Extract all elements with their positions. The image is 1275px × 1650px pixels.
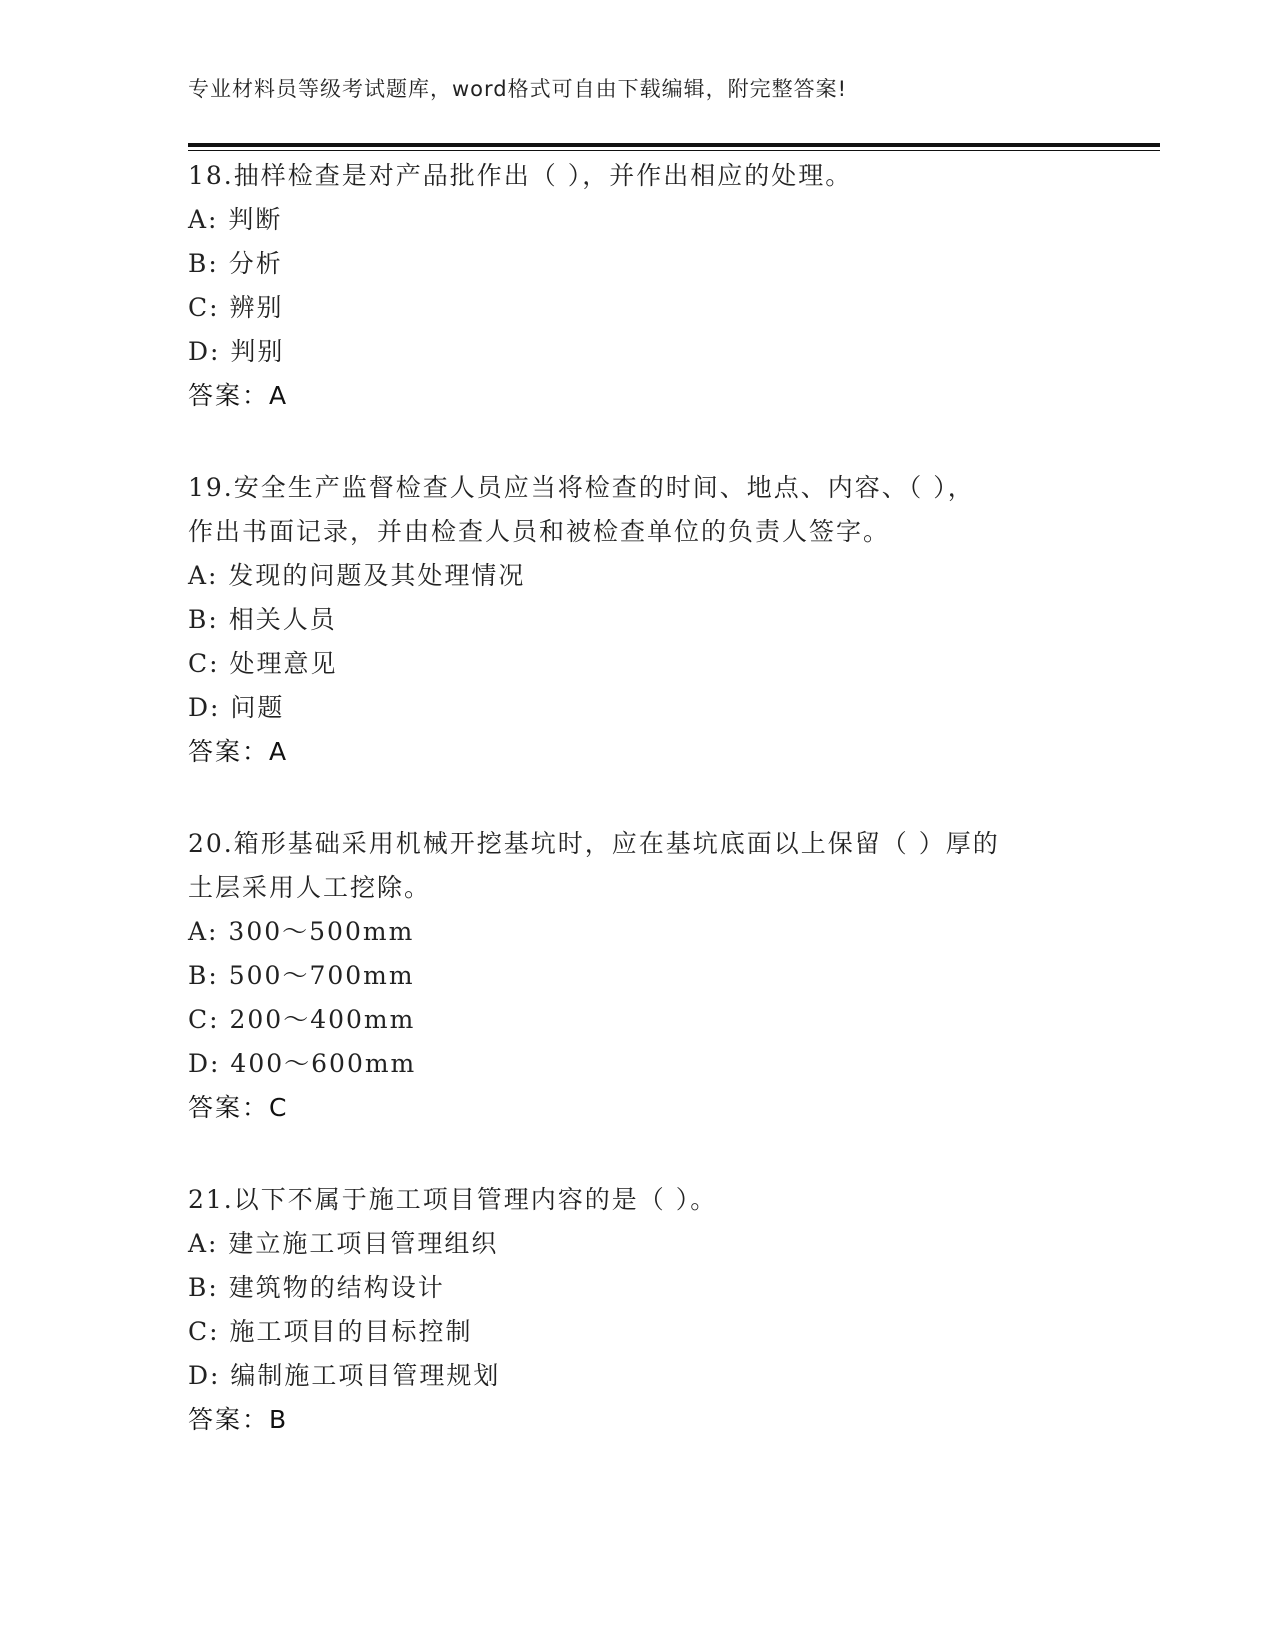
- question-21-option-c: C: 施工项目的目标控制: [188, 1317, 473, 1346]
- question-18-stem: 18.抽样检查是对产品批作出（ ），并作出相应的处理。: [188, 161, 853, 190]
- question-20-option-b: B: 500～700mm: [188, 961, 415, 990]
- page-header: 专业材料员等级考试题库，word格式可自由下载编辑，附完整答案!: [188, 77, 848, 101]
- question-21-option-b: B: 建筑物的结构设计: [188, 1273, 445, 1302]
- question-20-answer: 答案：C: [188, 1093, 289, 1122]
- header-divider-thick: [188, 143, 1160, 147]
- question-18-option-a: A: 判断: [188, 205, 283, 234]
- question-20-option-c: C: 200～400mm: [188, 1005, 416, 1034]
- header-divider-thin: [188, 150, 1160, 151]
- question-19-stem-line-1: 19.安全生产监督检查人员应当将检查的时间、地点、内容、（ ），: [188, 473, 975, 502]
- question-21-option-a: A: 建立施工项目管理组织: [188, 1229, 499, 1258]
- question-19-option-c: C: 处理意见: [188, 649, 338, 678]
- question-21-answer: 答案：B: [188, 1405, 289, 1434]
- question-18-answer: 答案：A: [188, 381, 289, 410]
- question-19-stem-line-2: 作出书面记录，并由检查人员和被检查单位的负责人签字。: [188, 517, 891, 546]
- question-18-option-d: D: 判别: [188, 337, 285, 366]
- question-18-option-b: B: 分析: [188, 249, 283, 278]
- question-20-stem-line-1: 20.箱形基础采用机械开挖基坑时，应在基坑底面以上保留（ ）厚的: [188, 829, 1000, 858]
- question-20-option-d: D: 400～600mm: [188, 1049, 417, 1078]
- question-19-answer: 答案：A: [188, 737, 289, 766]
- question-21-option-d: D: 编制施工项目管理规划: [188, 1361, 501, 1390]
- question-19-option-a: A: 发现的问题及其处理情况: [188, 561, 526, 590]
- question-19-option-b: B: 相关人员: [188, 605, 337, 634]
- question-20-option-a: A: 300～500mm: [188, 917, 415, 946]
- question-19-option-d: D: 问题: [188, 693, 285, 722]
- question-20-stem-line-2: 土层采用人工挖除。: [188, 873, 432, 902]
- question-21-stem: 21.以下不属于施工项目管理内容的是（ ）。: [188, 1185, 718, 1214]
- question-18-option-c: C: 辨别: [188, 293, 284, 322]
